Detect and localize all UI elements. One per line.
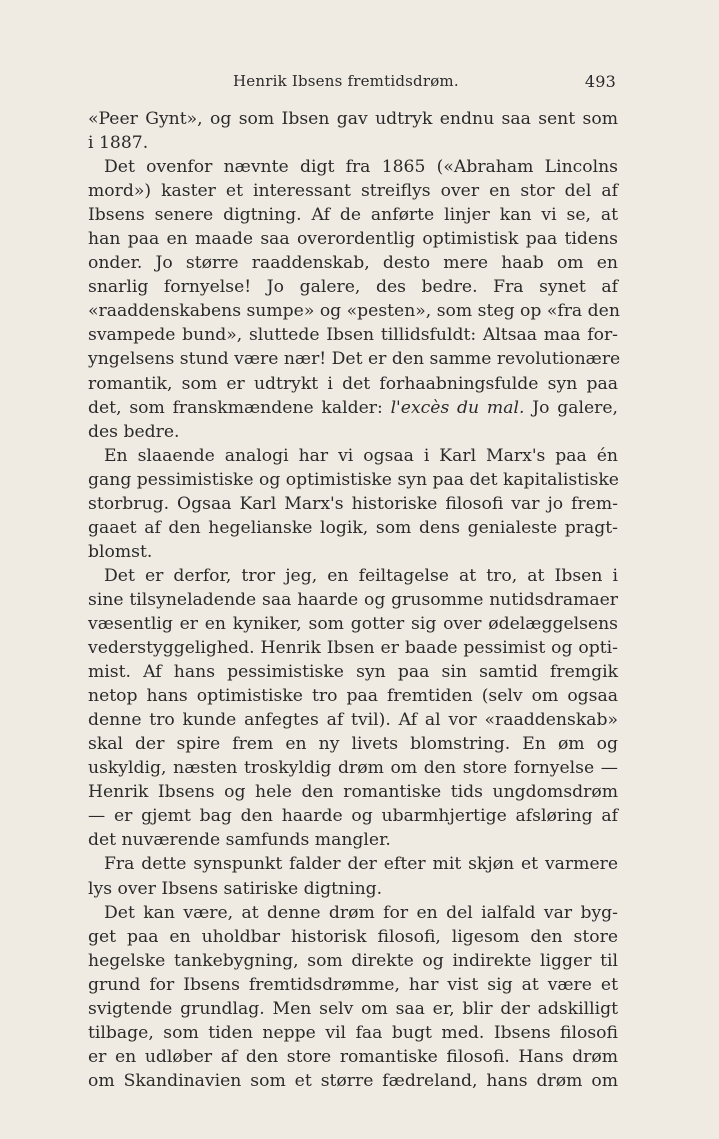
- text-line: Det er derfor, tror jeg, en feiltagelse at tro, at Ibsen i: [104, 565, 618, 586]
- text-line-with-quote: [88, 396, 618, 420]
- text-line: Det kan være, at denne drøm for en del ialfald var byg-: [104, 902, 618, 923]
- text-line: «raaddenskabens sumpe» og «pesten», som steg op «fra den: [88, 301, 620, 322]
- text-line: romantik, som er udtrykt i det forhaabningsfulde syn paa: [88, 373, 618, 394]
- text-line: get paa en uholdbar historisk filosofi, ligesom den store: [88, 926, 618, 947]
- text-line: En slaaende analogi har vi ogsaa i Karl Marx's paa én: [104, 445, 618, 466]
- text-line: er en udløber af den store romantiske filosofi. Hans drøm: [88, 1046, 618, 1067]
- text-line: storbrug. Ogsaa Karl Marx's historiske filosofi var jo frem-: [88, 493, 618, 514]
- text-line: sine tilsyneladende saa haarde og grusomme nutidsdramaer: [88, 589, 618, 610]
- text-line: grund for Ibsens fremtidsdrømme, har vist sig at være et: [88, 974, 618, 995]
- text-line: mist. Af hans pessimistiske syn paa sin samtid fremgik: [88, 662, 618, 683]
- text-line: denne tro kunde anfegtes af tvil). Af al vor «raaddenskab»: [88, 710, 618, 731]
- text-line: yngelsens stund være nær! Det er den samme revolutionære: [88, 349, 621, 370]
- text-line: onder. Jo større raaddenskab, desto mere haab om en: [88, 253, 618, 274]
- text-line: blomst.: [88, 541, 153, 562]
- page-number: 493: [584, 72, 616, 91]
- text-line: Fra dette synspunkt falder der efter mit skjøn et varmere: [104, 854, 618, 875]
- text-line: mord») kaster et interessant streiflys over en stor del af: [88, 181, 618, 202]
- text-line: i 1887.: [88, 133, 149, 154]
- text-line: væsentlig er en kyniker, som gotter sig over ødelæggelsens: [88, 613, 618, 634]
- text-line: snarlig fornyelse! Jo galere, des bedre. Fra synet af: [88, 277, 618, 298]
- text-line: skal der spire frem en ny livets blomstring. En øm og: [88, 734, 618, 755]
- text-line: svampede bund», sluttede Ibsen tillidsfuldt: Altsaa maa for-: [88, 325, 618, 346]
- text-line: han paa en maade saa overordentlig optimistisk paa tidens: [88, 229, 618, 250]
- text-line: uskyldig, næsten troskyldig drøm om den store fornyelse —: [88, 758, 618, 779]
- text-line: Ibsens senere digtning. Af de anførte linjer kan vi se, at: [88, 205, 618, 226]
- text-line: tilbage, som tiden neppe vil faa bugt med. Ibsens filosofi: [88, 1022, 618, 1043]
- text-line: lys over Ibsens satiriske digtning.: [88, 878, 383, 899]
- text-line-start: det, som franskmændene kalder:: [88, 397, 383, 418]
- text-line: Henrik Ibsens og hele den romantiske tids ungdomsdrøm: [88, 782, 618, 803]
- french-quote: l'excès du mal.: [390, 397, 525, 418]
- text-line: «Peer Gynt», og som Ibsen gav udtryk endnu saa sent som: [88, 109, 618, 129]
- text-line: vederstyggelighed. Henrik Ibsen er baade pessimist og opti-: [88, 638, 618, 659]
- text-line: hegelske tankebygning, som direkte og indirekte ligger til: [88, 950, 618, 971]
- text-line: gaaet af den hegelianske logik, som dens genialeste pragt-: [88, 517, 618, 538]
- running-head: Henrik Ibsens fremtidsdrøm.: [233, 72, 459, 90]
- text-line-end: Jo galere,: [532, 397, 619, 418]
- text-line: svigtende grundlag. Men selv om saa er, blir der adskilligt: [88, 998, 618, 1019]
- text-line: om Skandinavien som et større fædreland, hans drøm om: [88, 1070, 618, 1091]
- text-line: det nuværende samfunds mangler.: [88, 830, 391, 851]
- text-line: — er gjemt bag den haarde og ubarmhjertige afsløring af: [88, 806, 618, 827]
- body-text: [88, 107, 621, 1093]
- text-line: gang pessimistiske og optimistiske syn paa det kapitalistiske: [88, 469, 619, 490]
- page-header: [88, 72, 616, 96]
- text-line: des bedre.: [88, 421, 180, 442]
- text-line: Det ovenfor nævnte digt fra 1865 («Abraham Lincolns: [104, 157, 618, 178]
- text-line: netop hans optimistiske tro paa fremtiden (selv om ogsaa: [88, 686, 618, 707]
